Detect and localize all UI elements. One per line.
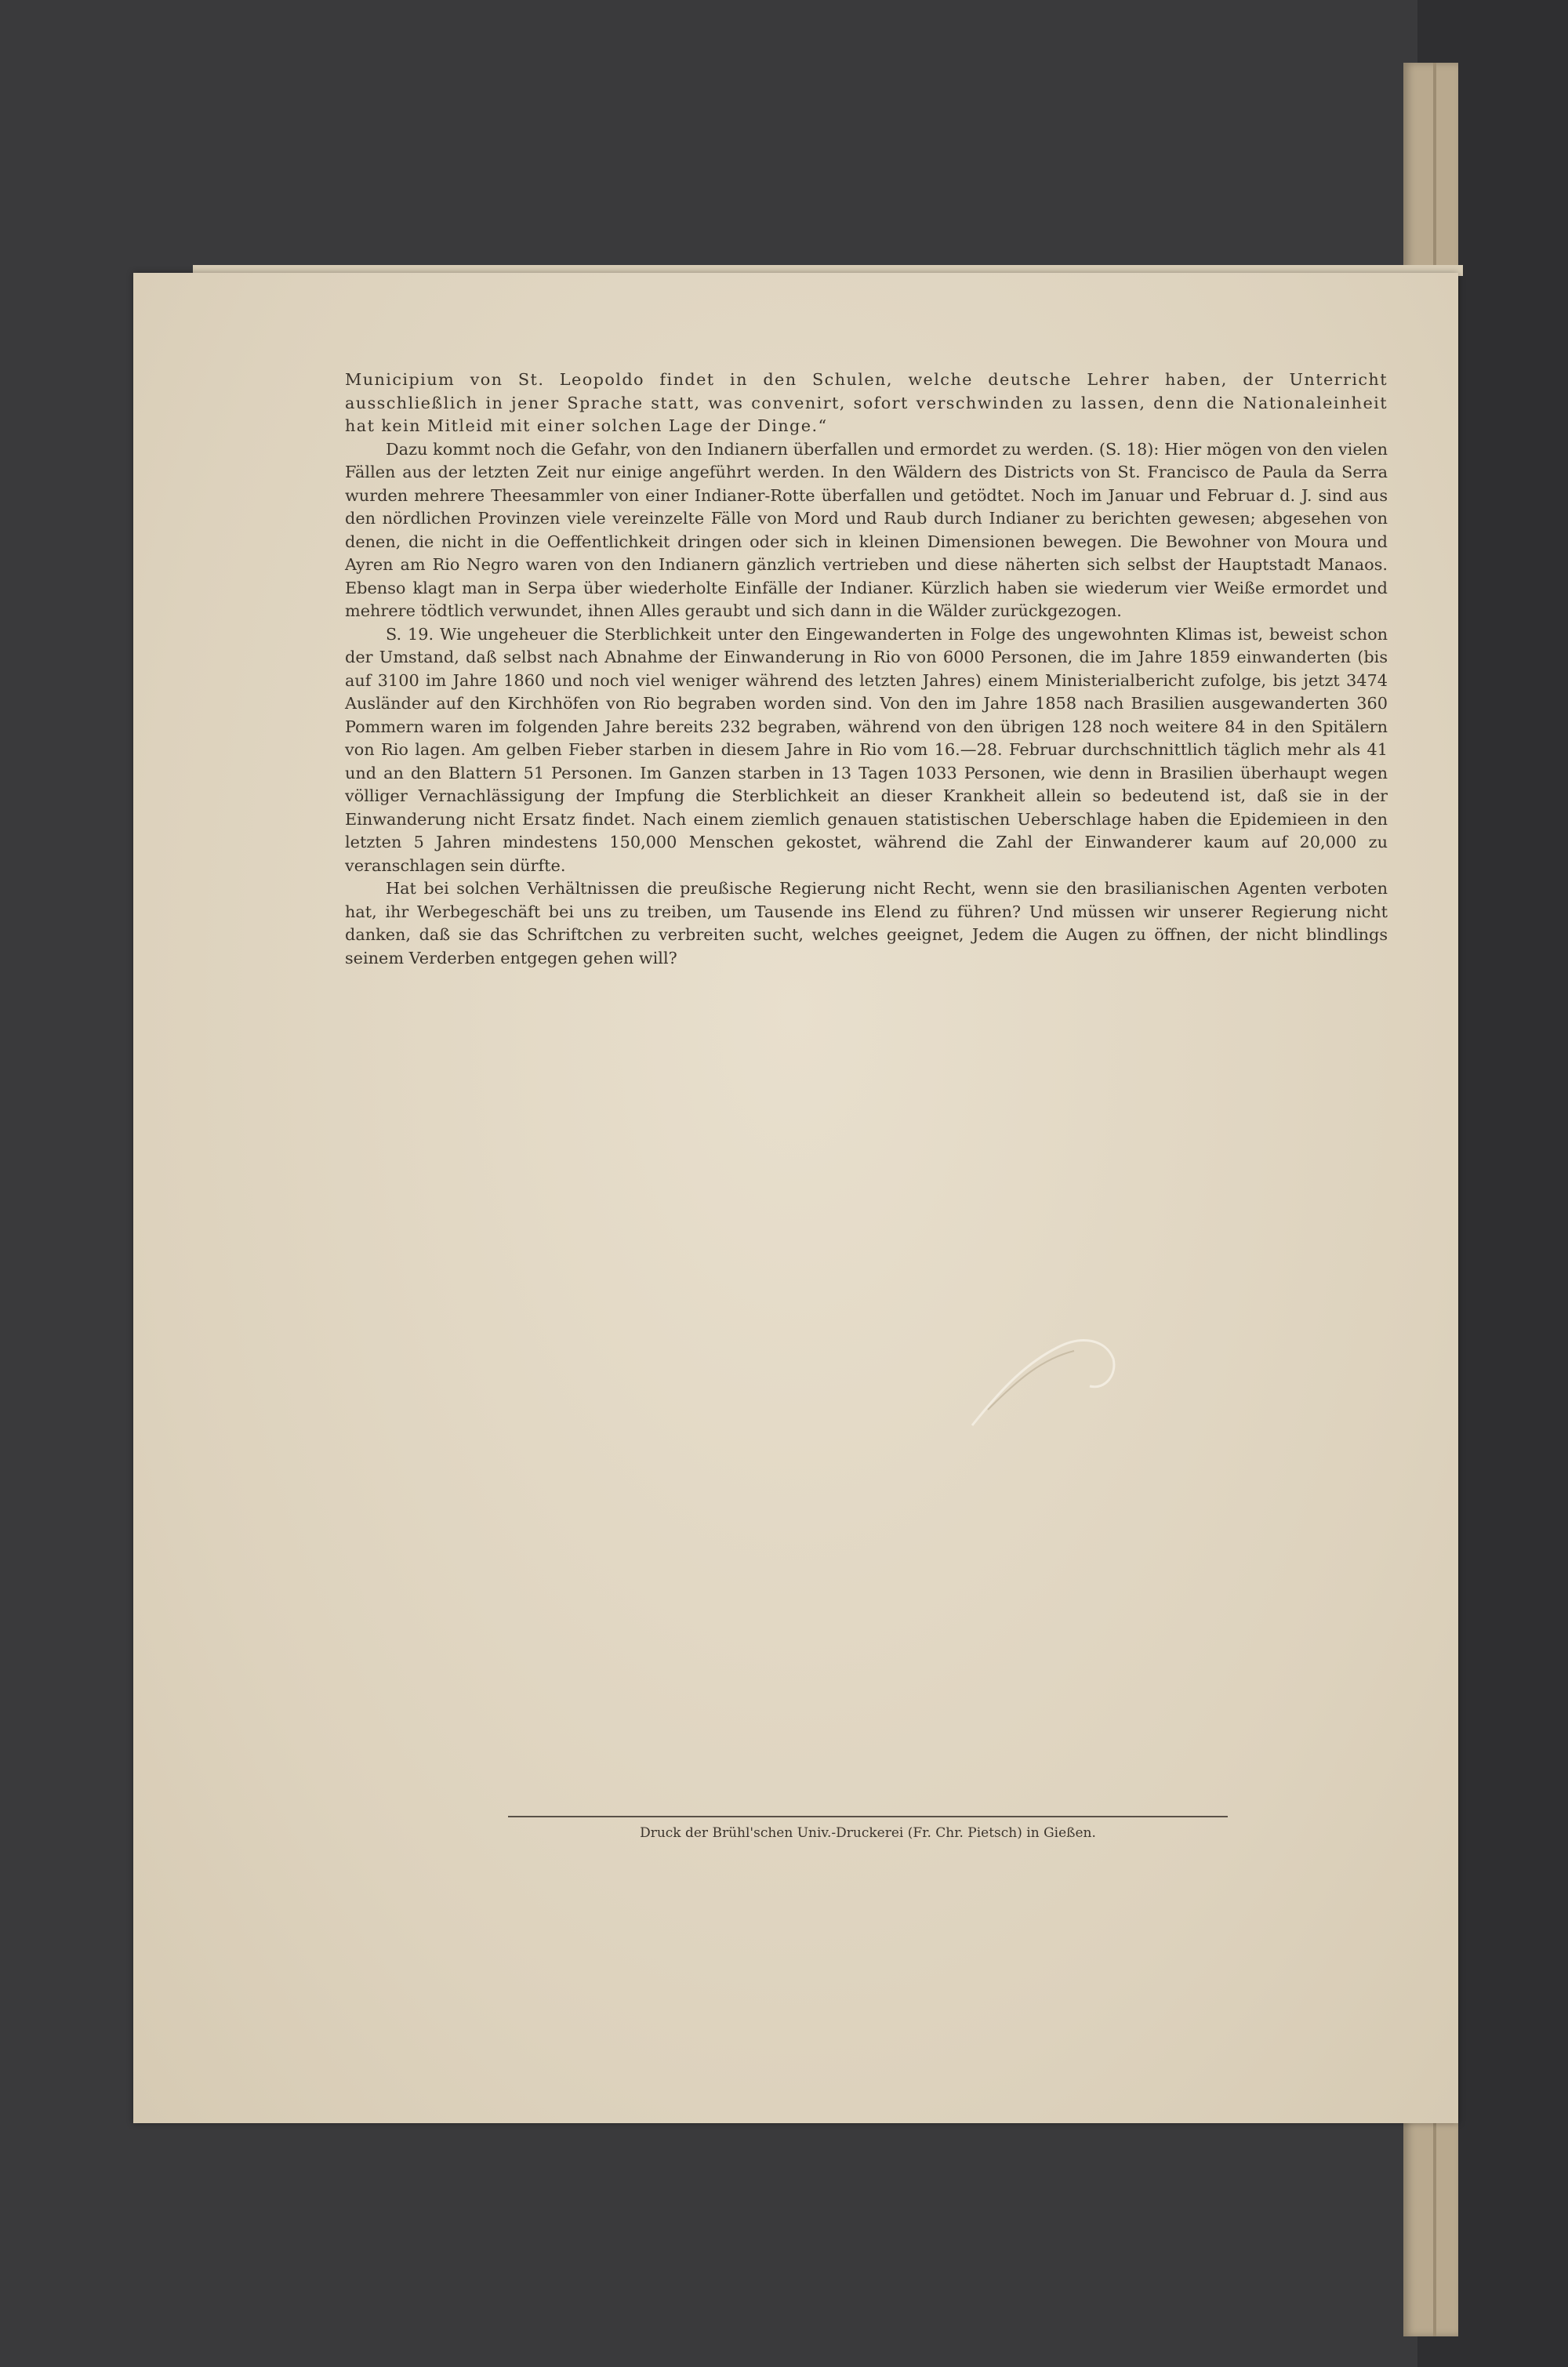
paragraph-2: Dazu kommt noch die Gefahr, von den Indianern überfallen und ermordet zu werden. (S. 18): Hier mögen von den vielen Fällen aus der letzten Zeit nur einige angeführt werden. In den Wäldern des Districts von St. Francisco de Paula da Serra wurden mehrere Theesammler von einer Indianer-Rotte überfallen und getödtet. Noch im Januar und Februar d. J. sind aus den nördlichen Provinzen viele vereinzelte Fälle von Mord und Raub durch Indianer zu berichten gewesen; abgesehen von denen, die nicht in die Oeffentlichkeit dringen oder sich in kleinen Dimensionen bewegen. Die Bewohner von Moura und Ayren am Rio Negro waren von den Indianern gänzlich vertrieben und diese näherten sich selbst der Hauptstadt Manaos. Ebenso klagt man in Serpa über wiederholte Einfälle der Indianer. Kürzlich haben sie wiederum vier Weiße ermordet und mehrere tödtlich verwundet, ihnen Alles geraubt und sich dann in die Wälder zurückgezogen. bbox=[345, 439, 1388, 620]
paragraph-1: Municipium von St. Leopoldo findet in den Schulen, welche deutsche Lehrer haben, der Unterricht ausschließlich in jener Sprache statt, was convenirt, sofort verschwinden zu lassen, denn die Nationaleinheit hat kein Mitleid mit einer solchen Lage der Dinge.“ bbox=[345, 370, 1388, 435]
footer-rule bbox=[508, 1816, 1228, 1817]
paragraph-4: Hat bei solchen Verhältnissen die preußische Regierung nicht Recht, wenn sie den brasilianischen Agenten verboten hat, ihr Werbegeschäft bei uns zu treiben, um Tausende ins Elend zu führen? Und müssen wir unserer Regierung nicht danken, daß sie das Schriftchen zu verbreiten sucht, welches geeignet, Jedem die Augen zu öffnen, der nicht blindlings seinem Verderben entgegen gehen will? bbox=[345, 879, 1388, 967]
paragraph-3: S. 19. Wie ungeheuer die Sterblichkeit unter den Eingewanderten in Folge des ungewohnten Klimas ist, beweist schon der Umstand, daß selbst nach Abnahme der Einwanderung in Rio von 6000 Personen, die im Jahre 1859 einwanderten (bis auf 3100 im Jahre 1860 und noch viel weniger während des letzten Jahres) einem Ministerialbericht zufolge, bis jetzt 3474 Ausländer auf den Kirchhöfen von Rio begraben worden sind. Von den im Jahre 1858 nach Brasilien ausgewanderten 360 Pommern waren im folgenden Jahre bereits 232 begraben, während von den übrigen 128 noch weitere 84 in den Spitälern von Rio lagen. Am gelben Fieber starben in diesem Jahre in Rio vom 16.—28. Februar durchschnittlich täglich mehr als 41 und an den Blattern 51 Personen. Im Ganzen starben in 13 Tagen 1033 Personen, wie denn in Brasilien überhaupt wegen völliger Vernachlässigung der Impfung die Sterblichkeit an dieser Krankheit allein so bedeutend ist, daß sie in der Einwanderung nicht Ersatz findet. Nach einem ziemlich genauen statistischen Ueberschlage haben die Epidemieen in den letzten 5 Jahren mindestens 150,000 Menschen gekostet, während die Zahl der Einwanderer kaum auf 20,000 zu veranschlagen sein dürfte. bbox=[345, 624, 1388, 875]
body-text bbox=[345, 368, 1388, 970]
stray-thread-mark bbox=[956, 1316, 1129, 1433]
document-page bbox=[133, 273, 1458, 2123]
printer-imprint: Druck der Brühl'schen Univ.-Druckerei (Fr. Chr. Pietsch) in Gießen. bbox=[640, 1825, 1096, 1841]
